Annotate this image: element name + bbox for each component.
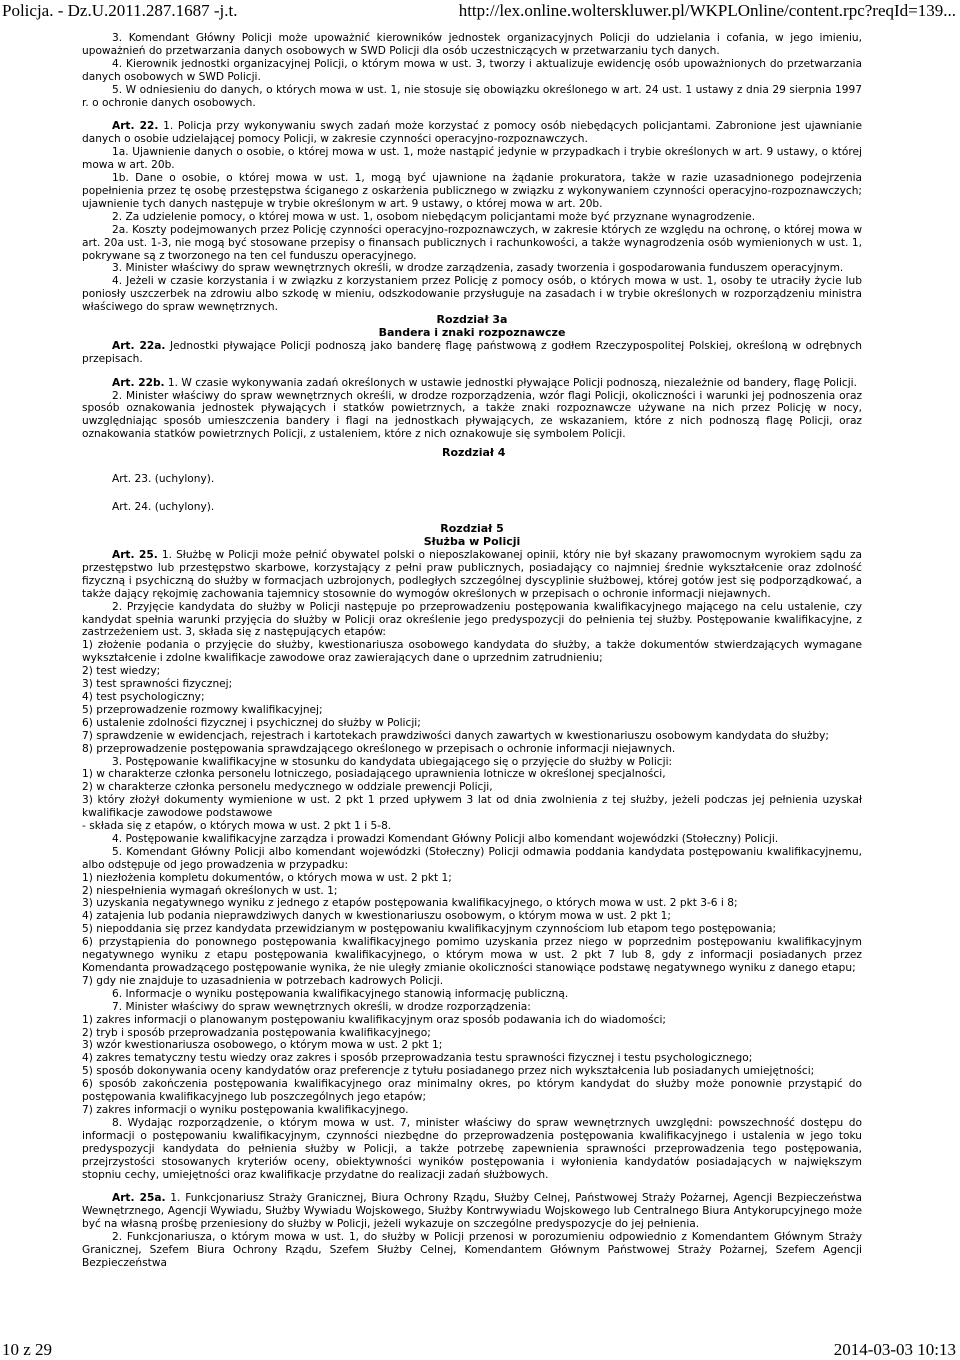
paragraph-text: 3) który złożył dokumenty wymienione w ust. 2 pkt 1 przed upływem 3 lat od dnia zwolnienia z tej służby, jeżeli podczas jej pełnienia uzyskał kwalifikacje zawodowe podstawowe (82, 794, 862, 820)
page-number: 10 z 29 (2, 1340, 53, 1359)
paragraph (82, 1078, 862, 1104)
paragraph-text: - składa się z etapów, o których mowa w ust. 2 pkt 1 i 5-8. (82, 820, 392, 833)
article-number: Art. 22b. (112, 376, 165, 389)
paragraph-text: 1. W czasie wykonywania zadań określonych w ustawie jednostki pływające Policji podnoszą, niezależnie od bandery, flagę Policji. (164, 376, 857, 389)
paragraph (82, 833, 862, 846)
paragraph-text: 8) przeprowadzenie postępowania sprawdzającego określonego w przepisach o ochronie informacji niejawnych. (82, 742, 676, 755)
paragraph (82, 639, 862, 665)
paragraph (82, 1117, 862, 1182)
paragraph (82, 120, 862, 146)
paragraph-text: 3) wzór kwestionariusza osobowego, o którym mowa w ust. 2 pkt 1; (82, 1039, 443, 1052)
paragraph (82, 923, 862, 936)
article-number: Art. 22. (112, 120, 159, 133)
page-header-title: Policja. - Dz.U.2011.287.1687 -j.t. (2, 1, 238, 20)
paragraph (82, 846, 862, 872)
paragraph (82, 1001, 862, 1014)
paragraph-text: 5) niepoddania się przez kandydata przewidzianym w postępowaniu kwalifikacyjnym czynnościom lub etapom tego postępowania; (82, 923, 777, 936)
paragraph (82, 549, 862, 601)
paragraph-text: 7. Minister właściwy do spraw wewnętrznych określi, w drodze rozporządzenia: (112, 1000, 531, 1013)
paragraph-text: 6) przystąpienia do ponownego postępowania kwalifikacyjnego pomimo uzyskania przez niego w poprzednim postępowaniu kwalifikacyjnym negatywnego wyniku z etapu postępowania kwalifikacyjnego, o którym mowa w ust. 2 pkt 7 lub 8, gdy z informacji posiadanych przez Komendanta prowadzącego postępowanie wynika, że nie uległy zmianie okoliczności stanowiące podstawę negatywnego wyniku z danego etapu; (82, 936, 862, 974)
paragraph-text: 3. Postępowanie kwalifikacyjne w stosunku do kandydata ubiegającego się o przyjęcie do służby w Policji: (112, 755, 673, 768)
paragraph-text: 2. Minister właściwy do spraw wewnętrznych określi, w drodze rozporządzenia, wzór flagi Policji, okoliczności i warunki jej podnoszenia oraz sposób oznakowania jednostek pływających i statków powietrznych, a także znaki rozpoznawcze używane na nich przez Policję w nocy, uwzględniając sposób umieszczenia bandery i flagi na jednostkach pływających, ze wskazaniem, które z nich podnoszą flagę Policji, oraz oznakowania statków powietrznych Policji, z ustaleniem, które z nich oznakowuje się symbolem Policji. (82, 389, 862, 441)
paragraph (82, 275, 862, 314)
paragraph-text: 1) w charakterze członka personelu lotniczego, posiadającego uprawnienia lotnicze w określonej specjalności, (82, 768, 666, 781)
chapter-4-block (82, 447, 862, 523)
paragraph-text: 1. Policja przy wykonywaniu swych zadań może korzystać z pomocy osób niebędących policjantami. Zabronione jest ujawnianie danych o osobie udzielającej pomocy Policji, w zakresie czynności operacyjno-rozpoznawczych. (82, 120, 862, 146)
paragraph (82, 1027, 862, 1040)
paragraph-text: 2. Przyjęcie kandydata do służby w Policji następuje po przeprowadzeniu postępowania kwalifikacyjnego mającego na celu ustalenie, czy kandydat spełnia warunki przyjęcia do służby w Policji oraz określenie jego predyspozycji do pełnienia tej służby. Postępowanie kwalifikacyjne, z zastrzeżeniem ust. 3, składa się z następujących etapów: (82, 600, 862, 639)
paragraph-text: 3) test sprawności fizycznej; (82, 678, 233, 691)
paragraph-text: 2) tryb i sposób przeprowadzania postępowania kwalifikacyjnego; (82, 1026, 431, 1039)
paragraph-text: 2a. Koszty podejmowanych przez Policję czynności operacyjno-rozpoznawczych, w zakresie których ze względu na ochronę, o której mowa w art. 20a ust. 1-3, nie mogą być stosowane przepisy o finansach publicznych i rachunkowości, a także wynagrodzenia osób wymienionych w ust. 1, pokrywane są z tworzonego na ten cel funduszu operacyjnego. (82, 223, 862, 262)
paragraph-text: 1b. Dane o osobie, o której mowa w ust. 1, mogą być ujawnione na żądanie prokuratora, także w razie uzasadnionego podejrzenia popełnienia przez tę osobę przestępstwa ściganego z oskarżenia publicznego w związku z wykonywaniem czynności operacyjno-rozpoznawczych; ujawnienie tych danych następuje w trybie określonym w art. 9 ustawy, o której mowa w art. 20b. (82, 172, 862, 210)
art-24-repealed: Art. 24. (uchylony). (112, 501, 215, 514)
paragraph (82, 84, 862, 110)
paragraph-text: 2) w charakterze członka personelu medycznego w oddziale prewencji Policji, (82, 781, 493, 794)
paragraph (82, 743, 862, 756)
paragraph-text: 1. Funkcjonariusz Straży Granicznej, Biura Ochrony Rządu, Służby Celnej, Państwowej Straży Pożarnej, Agencji Bezpieczeństwa Wewnętrznego, Agencji Wywiadu, Służby Wywiadu Wojskowego, Służby Kontrwywiadu Wojskowego lub Centralnego Biura Antykorupcyjnego może być na własną prośbę przeniesiony do służby w Policji, jeżeli wykazuje on szczególne predyspozycje do jej pełnienia. (82, 1192, 862, 1231)
chapter-5-subtitle: Służba w Policji (423, 535, 521, 549)
paragraph-text: 5) przeprowadzenie rozmowy kwalifikacyjnej; (82, 703, 323, 716)
paragraph-text: 3. Minister właściwy do spraw wewnętrznych określi, w drodze zarządzenia, zasady tworzenia i gospodarowania funduszem operacyjnym. (112, 262, 844, 275)
paragraph-text: 4. Jeżeli w czasie korzystania i w związku z korzystaniem przez Policję z pomocy osób, o których mowa w ust. 1, osoby te utraciły życie lub poniosły uszczerbek na zdrowiu albo szkodę w mieniu, odszkodowanie przysługuje na zasadach i w trybie określonych w rozporządzeniu ministra właściwego do spraw wewnętrznych. (82, 275, 862, 314)
paragraph (82, 1192, 862, 1231)
paragraph (82, 1065, 862, 1078)
paragraph-text: 2) test wiedzy; (82, 665, 161, 678)
chapter-4-title: Rozdział 4 (442, 446, 506, 460)
article-number: Art. 25. (112, 549, 158, 561)
paragraph-text: 1) zakres informacji o planowanym postępowaniu kwalifikacyjnym oraz sposób podawania ich do wiadomości; (82, 1013, 666, 1026)
paragraph (82, 730, 862, 743)
paragraph (82, 377, 862, 390)
page-header-url: http://lex.online.wolterskluwer.pl/WKPLOnline/content.rpc?reqId=139... (458, 1, 956, 20)
paragraph (82, 691, 862, 704)
paragraph-text: Jednostki pływające Policji podnoszą jako banderę flagę państwową z godłem Rzeczypospolitej Polskiej, określoną w odrębnych przepisach. (82, 339, 862, 365)
document-body (82, 32, 862, 1270)
paragraph (82, 768, 862, 781)
paragraph (82, 1231, 862, 1270)
chapter-3a-title: Rozdział 3a (436, 313, 508, 327)
chapter-3a-subtitle: Bandera i znaki rozpoznawcze (378, 325, 566, 339)
paragraph-text: 2) niespełnienia wymagań określonych w ust. 1; (82, 884, 338, 897)
paragraph (82, 665, 862, 678)
paragraph (82, 58, 862, 84)
paragraph-text: 7) sprawdzenie w ewidencjach, rejestrach i kartotekach prawdziwości danych zawartych w kwestionariuszu osobowym kandydata do służby; (82, 729, 829, 742)
paragraph (82, 1039, 862, 1052)
paragraph (82, 678, 862, 691)
paragraph-text: 3. Komendant Główny Policji może upoważnić kierowników jednostek organizacyjnych Policji do udzielania i cofania, w jego imieniu, upoważnień do przetwarzania danych osobowych w SWD Policji dla osób uczestniczących w przetwarzaniu tych danych. (82, 32, 862, 57)
paragraph-text: 3) uzyskania negatywnego wyniku z jednego z etapów postępowania kwalifikacyjnego, o których mowa w ust. 2 pkt 3-6 i 8; (82, 897, 738, 910)
paragraph-text: 1a. Ujawnienie danych o osobie, o której mowa w ust. 1, może nastąpić jedynie w przypadkach i trybie określonych w art. 9 ustawy, o której mowa w art. 20b. (82, 146, 862, 172)
paragraph-text: 5. Komendant Główny Policji albo komendant wojewódzki (Stołeczny) Policji odmawia poddania kandydata postępowaniu kwalifikacyjnemu, albo odstępuje od jego prowadzenia w przypadku: (82, 845, 862, 871)
paragraph (82, 1014, 862, 1027)
paragraph-text: 4. Kierownik jednostki organizacyjnej Policji, o którym mowa w ust. 3, tworzy i aktualizuje ewidencję osób upoważnionych do przetwarzania danych osobowych w SWD Policji. (82, 57, 862, 83)
paragraph (82, 1104, 862, 1117)
paragraph-text: 2. Za udzielenie pomocy, o której mowa w ust. 1, osobom niebędącym policjantami może być przyznane wynagrodzenie. (112, 210, 756, 223)
section-chapter-5 (82, 549, 862, 1270)
paragraph (82, 794, 862, 820)
paragraph-text: 4) zatajenia lub podania nieprawdziwych danych w kwestionariuszu osobowym, o którym mowa w ust. 2 pkt 1; (82, 910, 671, 923)
paragraph-text: 6) ustalenie zdolności fizycznej i psychicznej do służby w Policji; (82, 716, 421, 729)
paragraph (82, 885, 862, 898)
paragraph-text: 2. Funkcjonariusza, o którym mowa w ust. 1, do służby w Policji przenosi w porozumieniu odpowiednio z Komendantem Głównym Straży Granicznej, Szefem Biura Ochrony Rządu, Szefem Służby Celnej, Komendantem Głównym Państwowej Straży Pożarnej, Szefem Agencji Bezpieczeństwa (82, 1231, 862, 1269)
paragraph-text: 4) zakres tematyczny testu wiedzy oraz zakres i sposób przeprowadzania testu sprawności fizycznej i testu psychologicznego; (82, 1052, 753, 1065)
paragraph (82, 717, 862, 730)
paragraph-text: 5. W odniesieniu do danych, o których mowa w ust. 1, nie stosuje się obowiązku określonego w art. 24 ust. 1 ustawy z dnia 29 sierpnia 1997 r. o ochronie danych osobowych. (82, 83, 862, 109)
paragraph-text: 7) zakres informacji o wyniku postępowania kwalifikacyjnego. (82, 1103, 409, 1116)
paragraph (82, 910, 862, 923)
paragraph (82, 872, 862, 885)
section-chapter-3a (82, 340, 862, 441)
paragraph (82, 262, 862, 275)
paragraph (82, 146, 862, 172)
section-art-21-22 (82, 32, 862, 314)
paragraph (82, 601, 862, 640)
art-23-repealed: Art. 23. (uchylony). (112, 473, 215, 486)
paragraph-text: 4. Postępowanie kwalifikacyjne zarządza i prowadzi Komendant Główny Policji albo komendant wojewódzki (Stołeczny) Policji. (112, 832, 779, 845)
paragraph-text: 4) test psychologiczny; (82, 690, 205, 703)
paragraph (82, 781, 862, 794)
paragraph-text: 1) niezłożenia kompletu dokumentów, o których mowa w ust. 2 pkt 1; (82, 871, 452, 884)
paragraph (82, 820, 862, 833)
print-datetime: 2014-03-03 10:13 (833, 1340, 956, 1359)
paragraph (82, 172, 862, 211)
paragraph-text: 1) złożenie podania o przyjęcie do służby, kwestionariusza osobowego kandydata do służby, a także dokumentów stwierdzających wymagane wykształcenie i zdolne kwalifikacje zawodowe oraz zawierających dane o uprzednim zatrudnieniu; (82, 639, 862, 665)
paragraph-text: 7) gdy nie znajduje to uzasadnienia w potrzebach kadrowych Policji. (82, 974, 444, 987)
paragraph (82, 704, 862, 717)
paragraph (82, 1052, 862, 1065)
paragraph (82, 988, 862, 1001)
chapter-5-title: Rozdział 5 (440, 522, 504, 536)
paragraph (82, 390, 862, 442)
paragraph (82, 936, 862, 975)
paragraph (82, 756, 862, 769)
paragraph (82, 211, 862, 224)
article-number: Art. 25a. (112, 1192, 166, 1205)
paragraph-text: 6) sposób zakończenia postępowania kwalifikacyjnego oraz minimalny okres, po którym kandydat do służby może ponownie przystąpić do postępowania kwalifikacyjnego lub poszczególnych jego etapów; (82, 1078, 862, 1104)
paragraph-text: 8. Wydając rozporządzenie, o którym mowa w ust. 7, minister właściwy do spraw wewnętrznych uwzględni: powszechność dostępu do informacji o postępowaniu kwalifikacyjnym, czynności niezbędne do przeprowadzenia postępowania kwalifikacyjnego i ustalenia w jego toku predyspozycji kandydata do pełnienia służby w Policji, a także potrzebę zapewnienia sprawności przeprowadzenia tego postępowania, przejrzystości stosowanych kryteriów oceny, obiektywności wyników postępowania i wyłonienia kandydatów posiadających w największym stopniu cechy, umiejętności oraz kwalifikacje przydatne do realizacji zadań służbowych. (82, 1116, 862, 1181)
paragraph-text: 1. Służbę w Policji może pełnić obywatel polski o nieposzlakowanej opinii, który nie był skazany prawomocnym wyrokiem sądu za przestępstwo lub przestępstwo skarbowe, korzystający z pełni praw publicznych, posiadający co najmniej średnie wykształcenie oraz zdolność fizyczną i psychiczną do służby w formacjach uzbrojonych, podległych szczególnej dyscyplinie służbowej, której gotów jest się podporządkować, a także dający rękojmię zachowania tajemnicy stosownie do wymogów określonych w przepisach o ochronie informacji niejawnych. (82, 549, 862, 600)
paragraph (82, 340, 862, 366)
paragraph-text: 5) sposób dokonywania oceny kandydatów oraz preferencje z tytułu posiadanego przez nich wykształcenia lub posiadanych umiejętności; (82, 1065, 815, 1078)
paragraph (82, 897, 862, 910)
paragraph (82, 224, 862, 263)
article-number: Art. 22a. (112, 339, 166, 352)
paragraph-text: 6. Informacje o wyniku postępowania kwalifikacyjnego stanowią informację publiczną. (112, 987, 569, 1000)
paragraph (82, 32, 862, 58)
paragraph (82, 975, 862, 988)
